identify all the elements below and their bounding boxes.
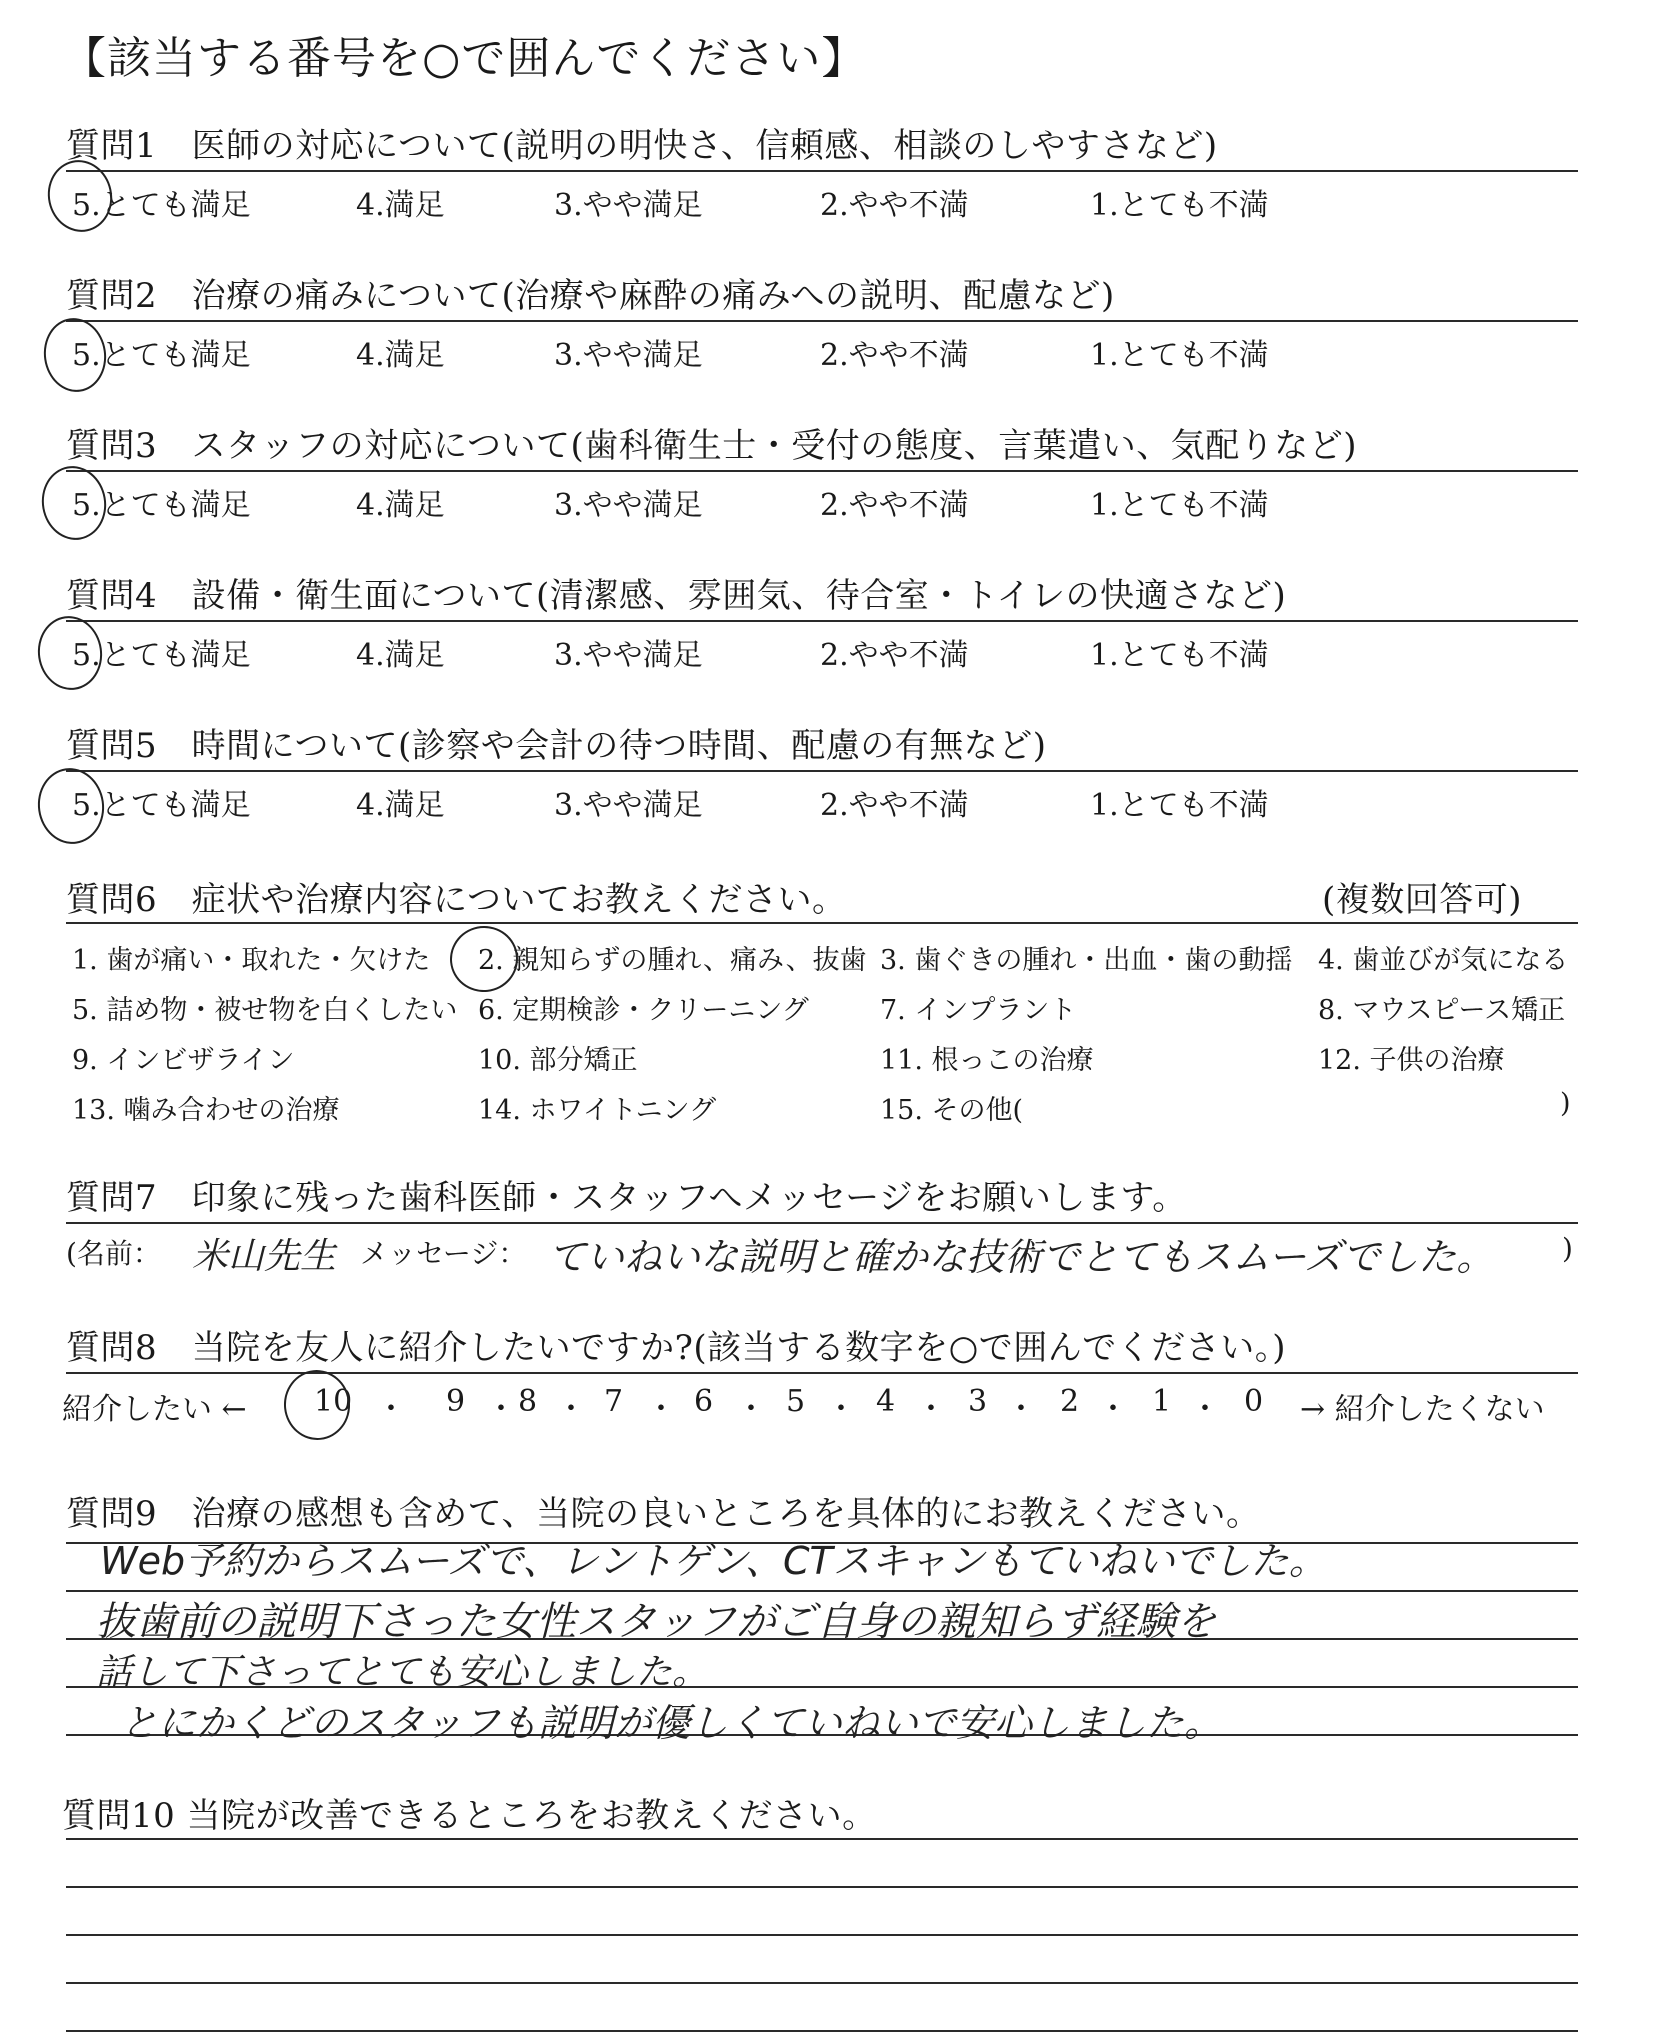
q8-separator: ・: [486, 1392, 516, 1427]
q1-option-2[interactable]: 2.やや不満: [820, 188, 969, 223]
q7-message-value[interactable]: ていねいな説明と確かな技術でとてもスムーズでした。: [548, 1235, 1495, 1279]
q2-title: 質問2 治療の痛みについて(治療や麻酔の痛みへの説明、配慮など): [66, 276, 1115, 316]
q6-option-5[interactable]: 5. 詰め物・被せ物を白くしたい: [72, 995, 458, 1026]
q7-rule: [66, 1222, 1578, 1224]
q9-answer-line-1[interactable]: Web予約からスムーズで、レントゲン、CTスキャンもていねいでした。: [100, 1539, 1327, 1583]
q5-option-1[interactable]: 1.とても不満: [1090, 788, 1269, 823]
q7-name-label: (名前：: [66, 1237, 161, 1270]
q6-option-1[interactable]: 1. 歯が痛い・取れた・欠けた: [72, 945, 431, 976]
q8-score-2[interactable]: 2: [1060, 1384, 1080, 1419]
q6-option-3[interactable]: 3. 歯ぐきの腫れ・出血・歯の動揺: [880, 945, 1293, 976]
q6-option-15[interactable]: 15. その他(: [880, 1095, 1024, 1126]
q5-title: 質問5 時間について(診察や会計の待つ時間、配慮の有無など): [66, 726, 1047, 766]
q8-rule: [66, 1372, 1578, 1374]
q6-option-6[interactable]: 6. 定期検診・クリーニング: [478, 995, 809, 1026]
q10-answer-line[interactable]: [66, 2030, 1578, 2032]
q10-answer-line[interactable]: [66, 1886, 1578, 1888]
q4-option-4[interactable]: 4.満足: [356, 638, 445, 673]
q6-option-13[interactable]: 13. 噛み合わせの治療: [72, 1095, 340, 1126]
q9-answer-line-2[interactable]: 抜歯前の説明下さった女性スタッフがご自身の親知らず経験を: [96, 1599, 1216, 1645]
q6-note: (複数回答可): [1322, 880, 1523, 920]
q2-option-1[interactable]: 1.とても不満: [1090, 338, 1269, 373]
q8-right-label: → 紹介したくない: [1300, 1392, 1545, 1427]
q1-option-4[interactable]: 4.満足: [356, 188, 445, 223]
q7-close-paren: ): [1562, 1232, 1573, 1265]
q3-title: 質問3 スタッフの対応について(歯科衛生士・受付の態度、言葉遣い、気配りなど): [66, 426, 1357, 466]
q7-message-label: メッセージ：: [360, 1237, 527, 1270]
q4-option-5[interactable]: 5.とても満足: [72, 638, 251, 673]
q4-selection-circle: [33, 612, 107, 694]
q5-rule: [66, 770, 1578, 772]
q1-title: 質問1 医師の対応について(説明の明快さ、信頼感、相談のしやすさなど): [66, 126, 1218, 166]
q8-score-8[interactable]: 8: [518, 1384, 538, 1419]
q7-title: 質問7 印象に残った歯科医師・スタッフへメッセージをお願いします。: [66, 1178, 1187, 1218]
q5-selection-circle: [33, 764, 109, 848]
q2-option-2[interactable]: 2.やや不満: [820, 338, 969, 373]
q8-score-10[interactable]: 10: [314, 1384, 353, 1419]
q6-option-9[interactable]: 9. インビザライン: [72, 1045, 295, 1076]
q8-separator: ・: [1006, 1392, 1036, 1427]
q5-option-4[interactable]: 4.満足: [356, 788, 445, 823]
q8-left-label: 紹介したい ←: [62, 1392, 247, 1427]
q8-separator: ・: [1190, 1392, 1220, 1427]
q8-separator: ・: [556, 1392, 586, 1427]
form-heading: 【該当する番号を○で囲んでください】: [62, 33, 867, 84]
q4-option-2[interactable]: 2.やや不満: [820, 638, 969, 673]
q2-selection-circle: [39, 314, 111, 396]
q8-separator: ・: [916, 1392, 946, 1427]
q3-option-3[interactable]: 3.やや満足: [554, 488, 703, 523]
q6-option-4[interactable]: 4. 歯並びが気になる: [1318, 945, 1569, 976]
q2-option-4[interactable]: 4.満足: [356, 338, 445, 373]
q8-separator: ・: [826, 1392, 856, 1427]
q8-separator: ・: [1098, 1392, 1128, 1427]
q10-answer-line[interactable]: [66, 1838, 1578, 1840]
q6-option-10[interactable]: 10. 部分矯正: [478, 1045, 638, 1076]
q10-answer-line[interactable]: [66, 1982, 1578, 1984]
q8-score-4[interactable]: 4: [876, 1384, 896, 1419]
q1-option-1[interactable]: 1.とても不満: [1090, 188, 1269, 223]
q8-separator: ・: [736, 1392, 766, 1427]
q2-option-3[interactable]: 3.やや満足: [554, 338, 703, 373]
q1-rule: [66, 170, 1578, 172]
q1-option-5[interactable]: 5.とても満足: [72, 188, 251, 223]
q6-option-7[interactable]: 7. インプラント: [880, 995, 1077, 1026]
q8-score-7[interactable]: 7: [604, 1384, 624, 1419]
q3-option-2[interactable]: 2.やや不満: [820, 488, 969, 523]
q4-rule: [66, 620, 1578, 622]
q8-score-0[interactable]: 0: [1244, 1384, 1264, 1419]
q6-other-close-paren: ): [1560, 1088, 1571, 1119]
q6-option-12[interactable]: 12. 子供の治療: [1318, 1045, 1505, 1076]
q5-option-5[interactable]: 5.とても満足: [72, 788, 251, 823]
q4-option-1[interactable]: 1.とても不満: [1090, 638, 1269, 673]
q9-answer-line-4[interactable]: とにかくどのスタッフも説明が優しくていねいで安心しました。: [120, 1701, 1223, 1745]
q8-selection-circle: [281, 1367, 354, 1444]
q7-name-value[interactable]: 米山先生: [192, 1236, 337, 1277]
q10-title: 質問10 当院が改善できるところをお教えください。: [62, 1796, 877, 1836]
q6-option-14[interactable]: 14. ホワイトニング: [478, 1095, 717, 1126]
q8-score-9[interactable]: 9: [446, 1384, 466, 1419]
q3-rule: [66, 470, 1578, 472]
q8-score-3[interactable]: 3: [968, 1384, 988, 1419]
q9-title: 質問9 治療の感想も含めて、当院の良いところを具体的にお教えください。: [66, 1494, 1261, 1534]
q9-answer-line-3[interactable]: 話して下さってとても安心しました。: [96, 1652, 709, 1693]
q3-option-5[interactable]: 5.とても満足: [72, 488, 251, 523]
q8-separator: ・: [646, 1392, 676, 1427]
q8-separator: ・: [376, 1392, 406, 1427]
q4-title: 質問4 設備・衛生面について(清潔感、雰囲気、待合室・トイレの快適さなど): [66, 576, 1287, 616]
q4-option-3[interactable]: 3.やや満足: [554, 638, 703, 673]
q6-option-8[interactable]: 8. マウスピース矯正: [1318, 995, 1566, 1026]
q2-option-5[interactable]: 5.とても満足: [72, 338, 251, 373]
q3-option-1[interactable]: 1.とても不満: [1090, 488, 1269, 523]
q6-option-2[interactable]: 2. 親知らずの腫れ、痛み、抜歯: [478, 945, 867, 976]
q8-score-6[interactable]: 6: [694, 1384, 714, 1419]
q8-score-1[interactable]: 1: [1152, 1384, 1172, 1419]
q1-option-3[interactable]: 3.やや満足: [554, 188, 703, 223]
q2-rule: [66, 320, 1578, 322]
q3-option-4[interactable]: 4.満足: [356, 488, 445, 523]
q5-option-2[interactable]: 2.やや不満: [820, 788, 969, 823]
q3-selection-circle: [36, 461, 112, 545]
q10-answer-line[interactable]: [66, 1934, 1578, 1936]
q8-score-5[interactable]: 5: [786, 1384, 806, 1419]
q5-option-3[interactable]: 3.やや満足: [554, 788, 703, 823]
q6-selection-circle: [447, 923, 522, 996]
q6-option-11[interactable]: 11. 根っこの治療: [880, 1045, 1094, 1076]
q6-rule: [66, 922, 1578, 924]
q8-title: 質問8 当院を友人に紹介したいですか?(該当する数字を○で囲んでください。): [66, 1328, 1287, 1368]
q6-title: 質問6 症状や治療内容についてお教えください。: [66, 880, 847, 920]
